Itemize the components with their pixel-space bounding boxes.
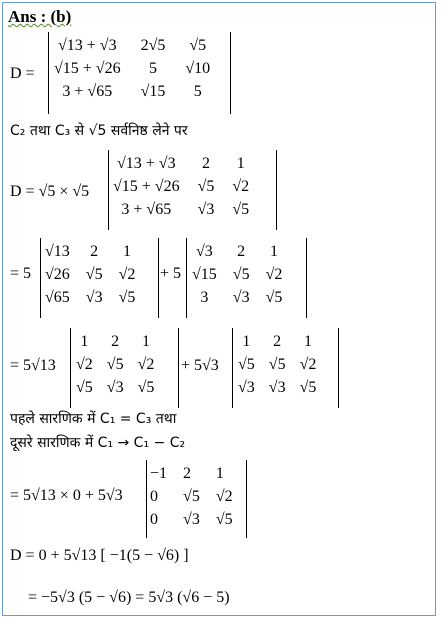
det5-cell: √2 — [215, 488, 233, 505]
det3a-right-bar — [158, 238, 159, 318]
answer-label: Ans : (b) — [8, 7, 72, 26]
det5-lhs: = 5√13 × 0 + 5√3 — [10, 487, 123, 504]
det4b-cell: √3 — [238, 379, 255, 396]
det2-cell: √2 — [232, 178, 250, 195]
note-second-determinant: दूसरे सारणिक में C₁ → C₁ − C₂ — [10, 435, 186, 451]
det4b-cell: √3 — [268, 379, 286, 396]
note-first-determinant: पहले सारणिक में C₁ = C₃ तथा — [10, 411, 177, 427]
det3b-cell: 3 — [200, 289, 209, 306]
det5-cell: −1 — [150, 465, 168, 482]
det4-lhs: = 5√13 — [10, 357, 56, 374]
det1-cell: √15 — [140, 83, 166, 100]
det3b-cell: 2 — [237, 243, 246, 260]
det2-cell: 2 — [201, 155, 210, 172]
det3b-cell: √2 — [265, 266, 283, 283]
det3b-cell: √3 — [232, 289, 250, 306]
det3a-cell: √3 — [85, 289, 103, 306]
det1-cell: √13 + √3 — [58, 37, 117, 54]
det4a-cell: 1 — [80, 333, 89, 350]
det4a-cell: √2 — [76, 356, 93, 373]
det5-cell: √3 — [183, 511, 200, 528]
det1-cell: √5 — [189, 37, 207, 54]
det1-cell: 2√5 — [140, 37, 166, 54]
det5-cell: 1 — [215, 465, 224, 482]
det1-cell: √15 + √26 — [54, 60, 121, 77]
det2-cell: 1 — [236, 155, 245, 172]
det4b-cell: 2 — [273, 333, 282, 350]
det4a-cell: √2 — [137, 356, 155, 373]
det3b-cell: √3 — [196, 243, 213, 260]
det5-right-bar — [246, 460, 247, 538]
det2-cell: √3 — [197, 201, 215, 218]
det3b-cell: √5 — [265, 289, 283, 306]
det4b-cell: 1 — [303, 333, 312, 350]
det4a-cell: √5 — [106, 356, 124, 373]
det2-cell: √13 + √3 — [117, 155, 176, 172]
det4a-left-bar — [70, 328, 71, 408]
det4a-matrix — [76, 333, 154, 396]
det3a-cell: √13 — [45, 243, 70, 260]
d-expansion-line: D = 0 + 5√13 [ −1(5 − √6) ] — [10, 547, 189, 564]
det3b-cell: √5 — [232, 266, 250, 283]
det1-lhs: D = — [10, 65, 35, 82]
det2-lhs: D = √5 × √5 — [10, 183, 90, 200]
det4b-cell: √5 — [238, 356, 255, 373]
det3a-cell: 2 — [90, 243, 99, 260]
det3a-cell: √2 — [118, 266, 136, 283]
det2-matrix — [113, 155, 249, 218]
det3b-matrix — [192, 243, 282, 306]
det3b-cell: 1 — [269, 243, 278, 260]
det1-cell: √10 — [185, 60, 211, 77]
det3-plus: + 5 — [160, 265, 182, 282]
det3a-left-bar — [40, 238, 41, 318]
det4a-cell: 1 — [141, 333, 150, 350]
det3a-cell: 1 — [122, 243, 131, 260]
det2-cell: 3 + √65 — [121, 201, 172, 218]
det3a-cell: √65 — [45, 289, 70, 306]
det4a-right-bar — [178, 328, 179, 408]
det4b-cell: 1 — [242, 333, 251, 350]
det5-cell: √5 — [183, 488, 200, 505]
det4a-cell: √5 — [76, 379, 93, 396]
det1-cell: 5 — [193, 83, 202, 100]
det1-left-bar — [48, 32, 49, 114]
step1-text: C₂ तथा C₃ से √5 सर्वनिष्ठ लेने पर — [10, 123, 188, 139]
det4a-cell: √3 — [106, 379, 124, 396]
det5-cell: 0 — [150, 488, 158, 505]
det4b-right-bar — [338, 328, 339, 408]
final-result-line: = −5√3 (5 − √6) = 5√3 (√6 − 5) — [28, 589, 230, 606]
det4b-matrix — [238, 333, 316, 396]
det5-cell: √5 — [215, 511, 233, 528]
det5-cell: 0 — [150, 511, 158, 528]
det5-matrix — [150, 465, 233, 528]
det4a-cell: 2 — [111, 333, 120, 350]
det2-left-bar — [108, 150, 109, 230]
det1-matrix — [54, 37, 210, 100]
det3b-right-bar — [306, 238, 307, 318]
det3a-cell: √26 — [45, 266, 70, 283]
det4b-cell: √5 — [268, 356, 286, 373]
det5-cell: 2 — [183, 465, 192, 482]
det3a-cell: √5 — [118, 289, 136, 306]
det3a-matrix — [45, 243, 135, 306]
det1-cell: 3 + √65 — [62, 83, 113, 100]
det3a-cell: √5 — [85, 266, 103, 283]
det4a-cell: √5 — [137, 379, 155, 396]
det2-cell: √5 — [232, 201, 250, 218]
det4b-cell: √2 — [299, 356, 317, 373]
det4b-left-bar — [232, 328, 233, 408]
det2-right-bar — [276, 150, 277, 230]
det3-lhs: = 5 — [10, 265, 32, 282]
det4b-cell: √5 — [299, 379, 317, 396]
det1-cell: 5 — [148, 60, 157, 77]
det4-plus: + 5√3 — [181, 357, 219, 374]
det2-cell: √5 — [197, 178, 215, 195]
det3b-cell: √15 — [192, 266, 217, 283]
det3b-left-bar — [186, 238, 187, 318]
det5-left-bar — [146, 460, 147, 538]
det2-cell: √15 + √26 — [113, 178, 180, 195]
det1-right-bar — [230, 32, 231, 114]
